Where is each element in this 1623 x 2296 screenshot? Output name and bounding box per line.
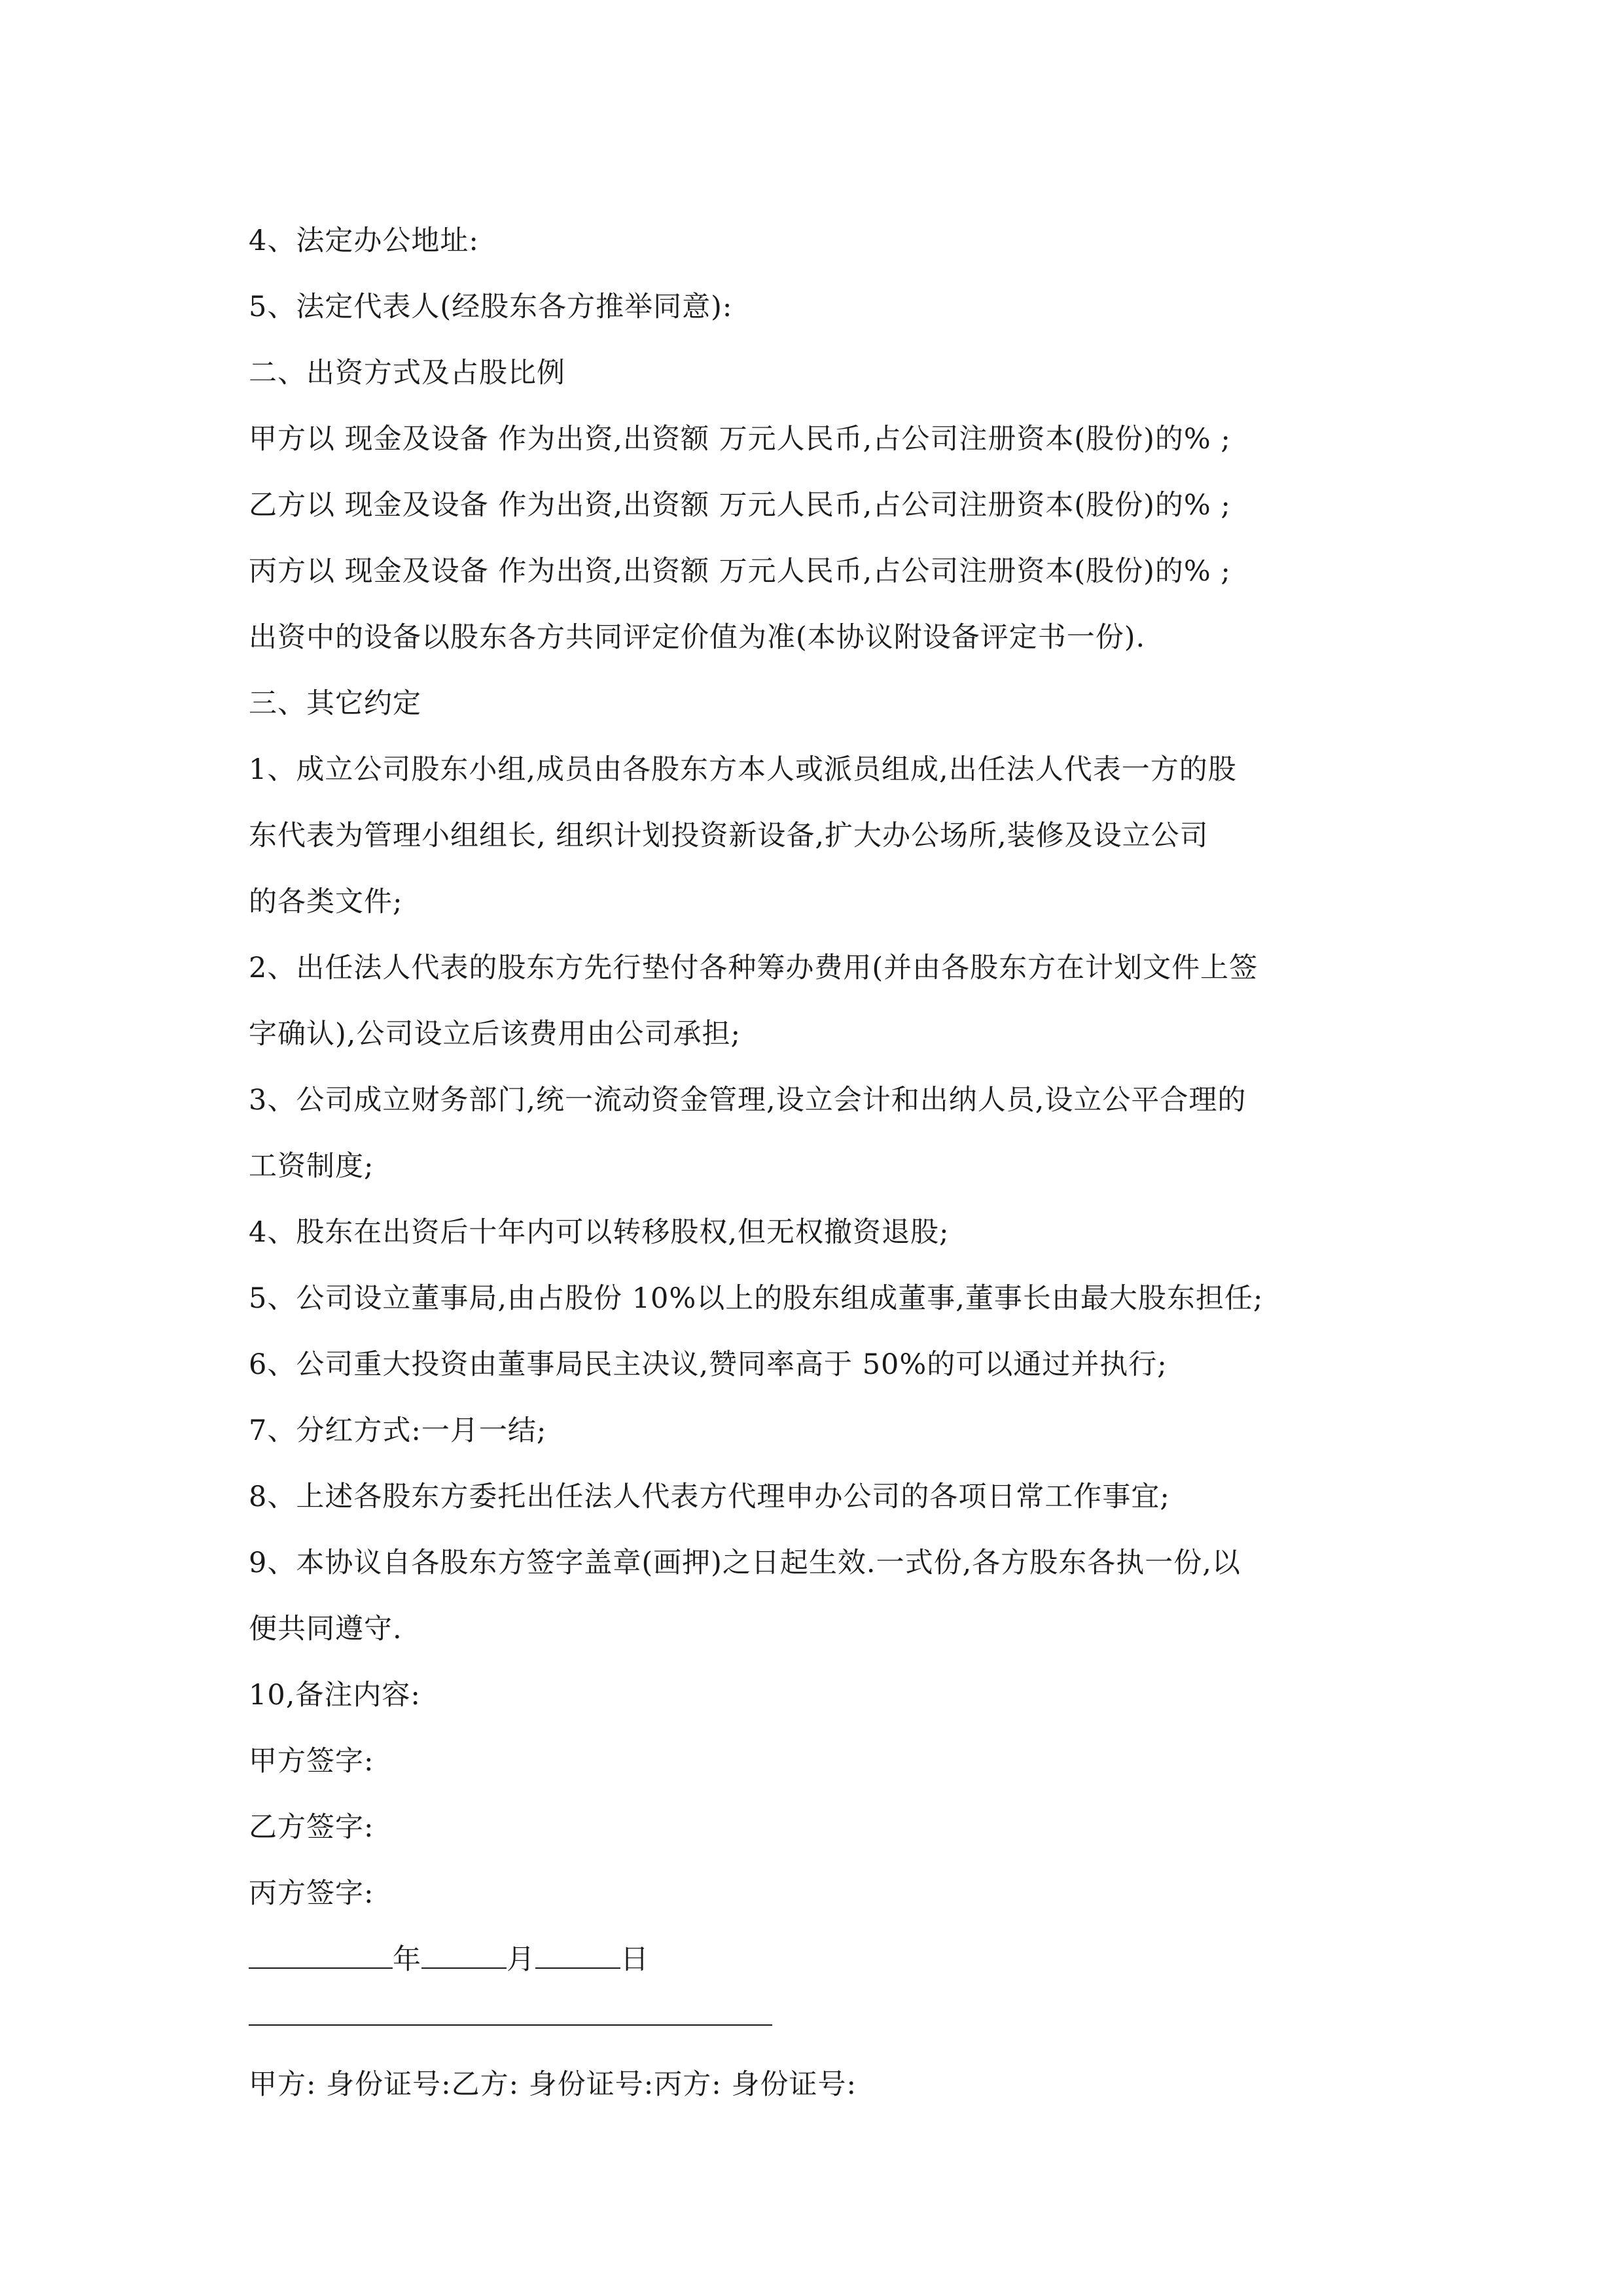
text-line: 出资中的设备以股东各方共同评定价值为准(本协议附设备评定书一份). (249, 621, 1146, 654)
text-line: 2、出任法人代表的股东方先行垫付各种筹办费用(并由各股东方在计划文件上签 (249, 952, 1258, 984)
text-line: 丙方以 现金及设备 作为出资,出资额 万元人民币,占公司注册资本(股份)的% ; (249, 555, 1231, 588)
text-line: 4、股东在出资后十年内可以转移股权,但无权撤资退股; (249, 1216, 950, 1249)
section-heading: 二、出资方式及占股比例 (249, 357, 565, 389)
id-signature-text: 甲方: 身份证号:乙方: 身份证号:丙方: 身份证号: (249, 2068, 857, 2101)
text-line: 7、分红方式:一月一结; (249, 1414, 547, 1447)
year-blank (249, 1939, 393, 1969)
date-line (249, 1927, 1414, 1993)
day-blank (535, 1939, 620, 1969)
section-heading: 三、其它约定 (249, 687, 421, 720)
signature-line-a: 甲方签字: (249, 1745, 374, 1778)
text-line: 便共同遵守. (249, 1613, 402, 1645)
text-line: 4、法定办公地址: (249, 224, 479, 257)
document-body (249, 208, 1414, 2118)
text-line: 10,备注内容: (249, 1679, 421, 1712)
text-line: 1、成立公司股东小组,成员由各股东方本人或派员组成,出任法人代表一方的股 (249, 753, 1237, 786)
id-signature-row (249, 2052, 1414, 2118)
text-line: 东代表为管理小组组长, 组织计划投资新设备,扩大办公场所,装修及设立公司 (249, 819, 1209, 852)
text-line: 9、本协议自各股东方签字盖章(画押)之日起生效.一式份,各方股东各执一份,以 (249, 1547, 1241, 1579)
text-line: 8、上述各股东方委托出任法人代表方代理申办公司的各项日常工作事宜; (249, 1480, 1170, 1513)
text-line: 乙方以 现金及设备 作为出资,出资额 万元人民币,占公司注册资本(股份)的% ; (249, 489, 1231, 522)
text-line: 6、公司重大投资由董事局民主决议,赞同率高于 50%的可以通过并执行; (249, 1348, 1168, 1381)
text-line: 的各类文件; (249, 886, 403, 918)
text-line: 工资制度; (249, 1150, 374, 1183)
text-line: 3、公司成立财务部门,统一流动资金管理,设立会计和出纳人员,设立公平合理的 (249, 1084, 1247, 1117)
text-line: 5、公司设立董事局,由占股份 10%以上的股东组成董事,董事长由最大股东担任; (249, 1282, 1264, 1315)
text-line: 字确认),公司设立后该费用由公司承担; (249, 1018, 741, 1050)
signature-line-c: 丙方签字: (249, 1877, 374, 1910)
month-blank (421, 1939, 507, 1969)
signature-line-b: 乙方签字: (249, 1811, 374, 1844)
text-line: 甲方以 现金及设备 作为出资,出资额 万元人民币,占公司注册资本(股份)的% ; (249, 423, 1231, 456)
divider-rule (249, 2024, 772, 2026)
year-label: 年 (393, 1943, 421, 1976)
text-line: 5、法定代表人(经股东各方推举同意): (249, 291, 733, 323)
day-label: 日 (620, 1943, 649, 1976)
month-label: 月 (507, 1943, 535, 1976)
